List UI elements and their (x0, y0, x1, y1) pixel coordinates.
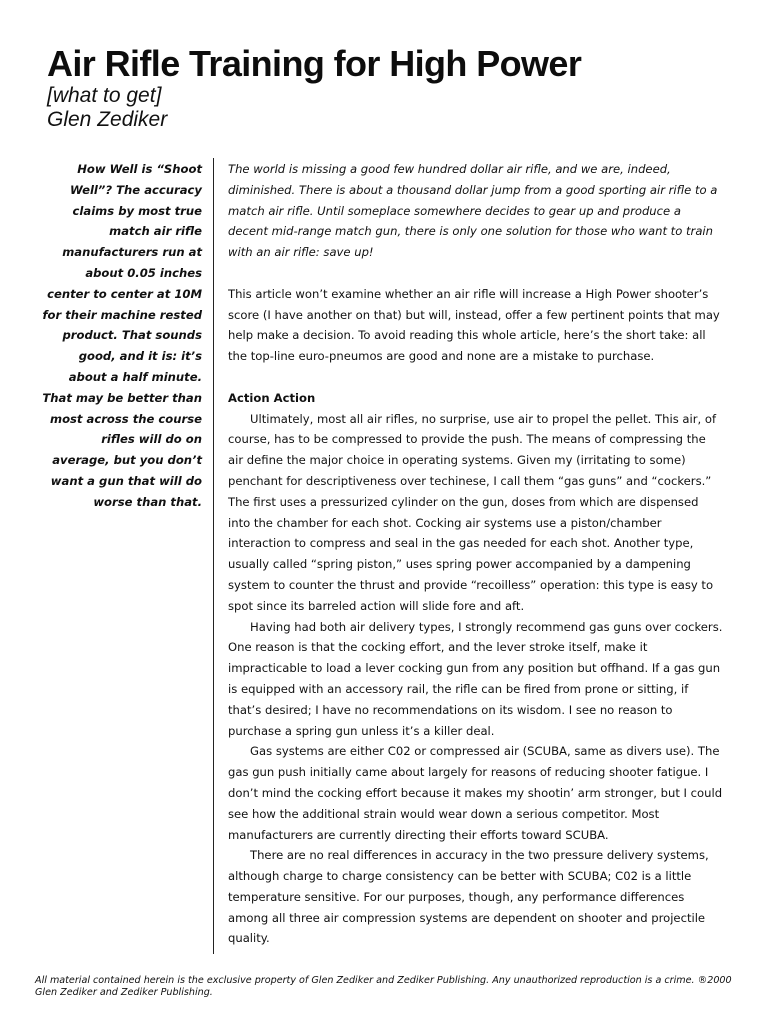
section-heading: Action Action (228, 390, 316, 405)
body-paragraph: Gas systems are either C02 or compressed air (SCUBA, same as divers use). The gas gun push initially came about largely for reasons of reducing shooter fatigue. I don’t mind the cocking effort because it makes my shootin’ arm stronger, but I could see how the additional strain would wear down a serious competitor. Most manufacturers are currently directing their efforts toward SCUBA. (228, 744, 723, 842)
article-header (47, 44, 727, 132)
article-body (228, 159, 724, 949)
column-divider (213, 158, 214, 954)
article-subtitle: [what to get] (47, 84, 162, 107)
body-paragraph: Having had both air delivery types, I strongly recommend gas guns over cockers. One reason is that the cocking effort, and the lever stroke itself, make it impracticable to load a lever cocking gun from any position but offhand. If a gas gun is equipped with an accessory rail, the rifle can be fired from prone or sitting, if that’s desired; I have no recommendations on its wisdom. I see no reason to purchase a spring gun unless it’s a killer deal. (228, 619, 723, 738)
copyright-footer: All material contained herein is the exclusive property of Glen Zediker and Zediker Publishing. Any unauthorized reproduction is a crime. ®2000 Glen Zediker and Zediker Publishing. (35, 975, 732, 998)
body-paragraph: Ultimately, most all air rifles, no surprise, use air to propel the pellet. This air, of course, has to be compressed to provide the push. The means of compressing the air define the major choice in operating systems. Given my (irritating to some) penchant for descriptiveness over techinese, I call them “gas guns” and “cockers.” The first uses a pressurized cylinder on the gun, doses from which are dispensed into the chamber for each shot. Cocking air systems use a piston/chamber interaction to compress and seal in the gas needed for each shot. Another type, usually called “spring piston,” uses spring power accompanied by a dampening system to counter the thrust and provide “recoilless” operation: this type is easy to spot since its barreled action will slide fore and aft. (228, 411, 717, 613)
lead-paragraph: This article won’t examine whether an air rifle will increase a High Power shooter’s score (I have another on that) but will, instead, offer a few pertinent points that may help make a decision. To avoid reading this whole article, here’s the short take: all the top-line euro-pneumos are good and none are a mistake to purchase. (228, 286, 720, 364)
article-author: Glen Zediker (47, 108, 168, 131)
intro-paragraph: The world is missing a good few hundred dollar air rifle, and we are, indeed, diminished. There is about a thousand dollar jump from a good sporting air rifle to a match air rifle. Until someplace somewhere decides to gear up and produce a decent mid-range match gun, there is only one solution for those who want to train with an air rifle: save up! (228, 162, 718, 260)
body-paragraph: There are no real differences in accuracy in the two pressure delivery systems, although charge to charge consistency can be better with SCUBA; C02 is a little temperature sensitive. For our purposes, though, any performance differences among all three air compression systems are dependent on shooter and projectile quality. (228, 848, 709, 946)
sidebar-pull-quote: How Well is “Shoot Well”? The accuracy claims by most true match air rifle manufacturers run at about 0.05 inches center to center at 10M for their machine rested product. That sounds good, and it is: it’s about a half minute. That may be better than most across the course rifles will do on average, but you don’t want a gun that will do worse than that. (42, 162, 202, 509)
article-title: Air Rifle Training for High Power (47, 43, 582, 84)
